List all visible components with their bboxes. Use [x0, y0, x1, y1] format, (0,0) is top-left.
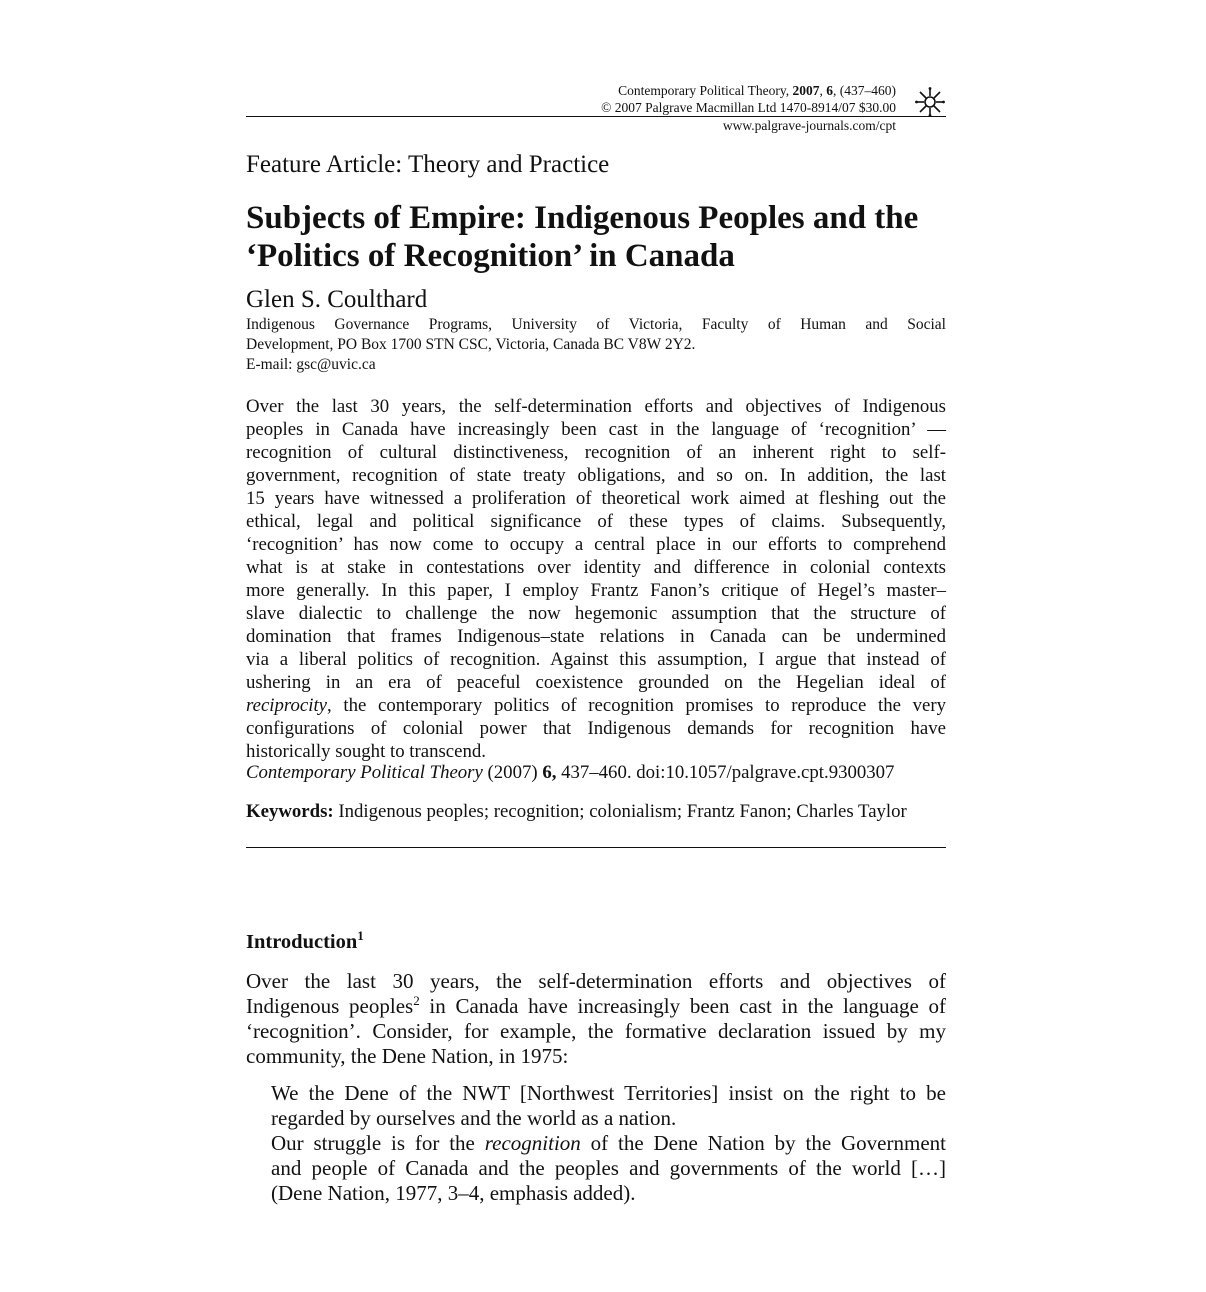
paragraph-line: ‘recognition’. Consider, for example, the formative declaration issued by my [246, 1019, 946, 1043]
abstract-line: recognition of cultural distinctiveness, recognition of an inherent right to self- [246, 442, 946, 463]
quote-line [271, 1131, 946, 1156]
quote-line: (Dene Nation, 1977, 3–4, emphasis added). [271, 1181, 636, 1205]
quote-line: We the Dene of the NWT [Northwest Territories] insist on the right to be [271, 1081, 946, 1105]
journal-name: Contemporary Political Theory, [618, 83, 793, 98]
copyright-line: © 2007 Palgrave Macmillan Ltd 1470-8914/07 $30.00 [601, 100, 896, 115]
author-name: Glen S. Coulthard [246, 286, 428, 313]
introduction-paragraph [246, 969, 946, 1069]
abstract-line: historically sought to transcend. [246, 741, 486, 762]
paragraph-line [246, 994, 946, 1019]
keywords-text: Indigenous peoples; recognition; colonialism; Frantz Fanon; Charles Taylor [333, 801, 907, 822]
abstract-line: government, recognition of state treaty obligations, and so on. In addition, the last [246, 465, 946, 486]
paragraph-line: Over the last 30 years, the self-determination efforts and objectives of [246, 969, 946, 993]
journal-separator: , [819, 83, 827, 98]
article-citation [246, 761, 894, 784]
quote-text: of the Dene Nation by the Government [580, 1131, 946, 1155]
journal-citation-line [618, 82, 896, 99]
affiliation-line: Indigenous Governance Programs, University of Victoria, Faculty of Human and Social [246, 316, 946, 333]
journal-year: 2007 [792, 83, 820, 98]
block-quote [271, 1081, 946, 1206]
abstract-line: via a liberal politics of recognition. Against this assumption, I argue that instead of [246, 649, 946, 670]
paragraph-text: in Canada have increasingly been cast in the language of [419, 994, 946, 1018]
author-email[interactable]: E-mail: gsc@uvic.ca [246, 356, 376, 373]
section-heading-introduction [246, 927, 364, 957]
emphasis-recognition: recognition [484, 1131, 581, 1155]
footnote-marker[interactable]: 2 [413, 993, 420, 1008]
abstract-line: peoples in Canada have increasingly been cast in the language of ‘recognition’ — [246, 419, 946, 440]
journal-header [246, 82, 946, 136]
abstract-line: more generally. In this paper, I employ Frantz Fanon’s critique of Hegel’s master– [246, 580, 946, 601]
article-title [246, 199, 946, 275]
affiliation-line: Development, PO Box 1700 STN CSC, Victoria, Canada BC V8W 2Y2. [246, 336, 696, 353]
section-label: Feature Article: Theory and Practice [246, 151, 610, 178]
author-affiliation [246, 315, 946, 375]
abstract-line [246, 694, 946, 717]
citation-year: (2007) [482, 762, 543, 783]
citation-volume: 6, [542, 762, 557, 783]
quote-line: and people of Canada and the peoples and governments of the world […] [271, 1156, 946, 1180]
abstract-line: ushering in an era of peaceful coexistence grounded on the Hegelian ideal of [246, 672, 946, 693]
abstract [246, 395, 946, 763]
journal-volume: 6 [826, 83, 833, 98]
title-line: Subjects of Empire: Indigenous Peoples and the [246, 200, 919, 236]
footnote-marker[interactable]: 1 [357, 928, 364, 943]
abstract-line: Over the last 30 years, the self-determination efforts and objectives of Indigenous [246, 396, 946, 417]
quote-line: regarded by ourselves and the world as a nation. [271, 1106, 677, 1130]
journal-url[interactable]: www.palgrave-journals.com/cpt [722, 118, 896, 133]
keywords [246, 800, 946, 823]
abstract-line: configurations of colonial power that Indigenous demands for recognition have [246, 718, 946, 739]
citation-journal: Contemporary Political Theory [246, 762, 483, 783]
keywords-label: Keywords: [246, 801, 334, 822]
title-line: ‘Politics of Recognition’ in Canada [246, 238, 735, 274]
abstract-line: ‘recognition’ has now come to occupy a central place in our efforts to comprehend [246, 534, 946, 555]
paragraph-line: community, the Dene Nation, in 1975: [246, 1044, 569, 1068]
abstract-line: 15 years have witnessed a proliferation of theoretical work aimed at fleshing out the [246, 488, 946, 509]
abstract-line: what is at stake in contestations over identity and difference in colonial contexts [246, 557, 946, 578]
quote-text: Our struggle is for the [271, 1131, 485, 1155]
abstract-line: slave dialectic to challenge the now hegemonic assumption that the structure of [246, 603, 946, 624]
citation-doi[interactable]: 437–460. doi:10.1057/palgrave.cpt.9300307 [556, 762, 895, 783]
abstract-line: domination that frames Indigenous–state relations in Canada can be undermined [246, 626, 946, 647]
journal-pages: , (437–460) [833, 83, 896, 98]
emphasis-reciprocity: reciprocity [246, 695, 328, 716]
heading-text: Introduction [246, 931, 358, 953]
abstract-line-text: , the contemporary politics of recognition promises to reproduce the very [327, 695, 946, 716]
palgrave-star-icon [914, 86, 946, 118]
abstract-rule [246, 847, 946, 848]
paragraph-text: Indigenous peoples [246, 994, 414, 1018]
abstract-line: ethical, legal and political significance of these types of claims. Subsequently, [246, 511, 946, 532]
